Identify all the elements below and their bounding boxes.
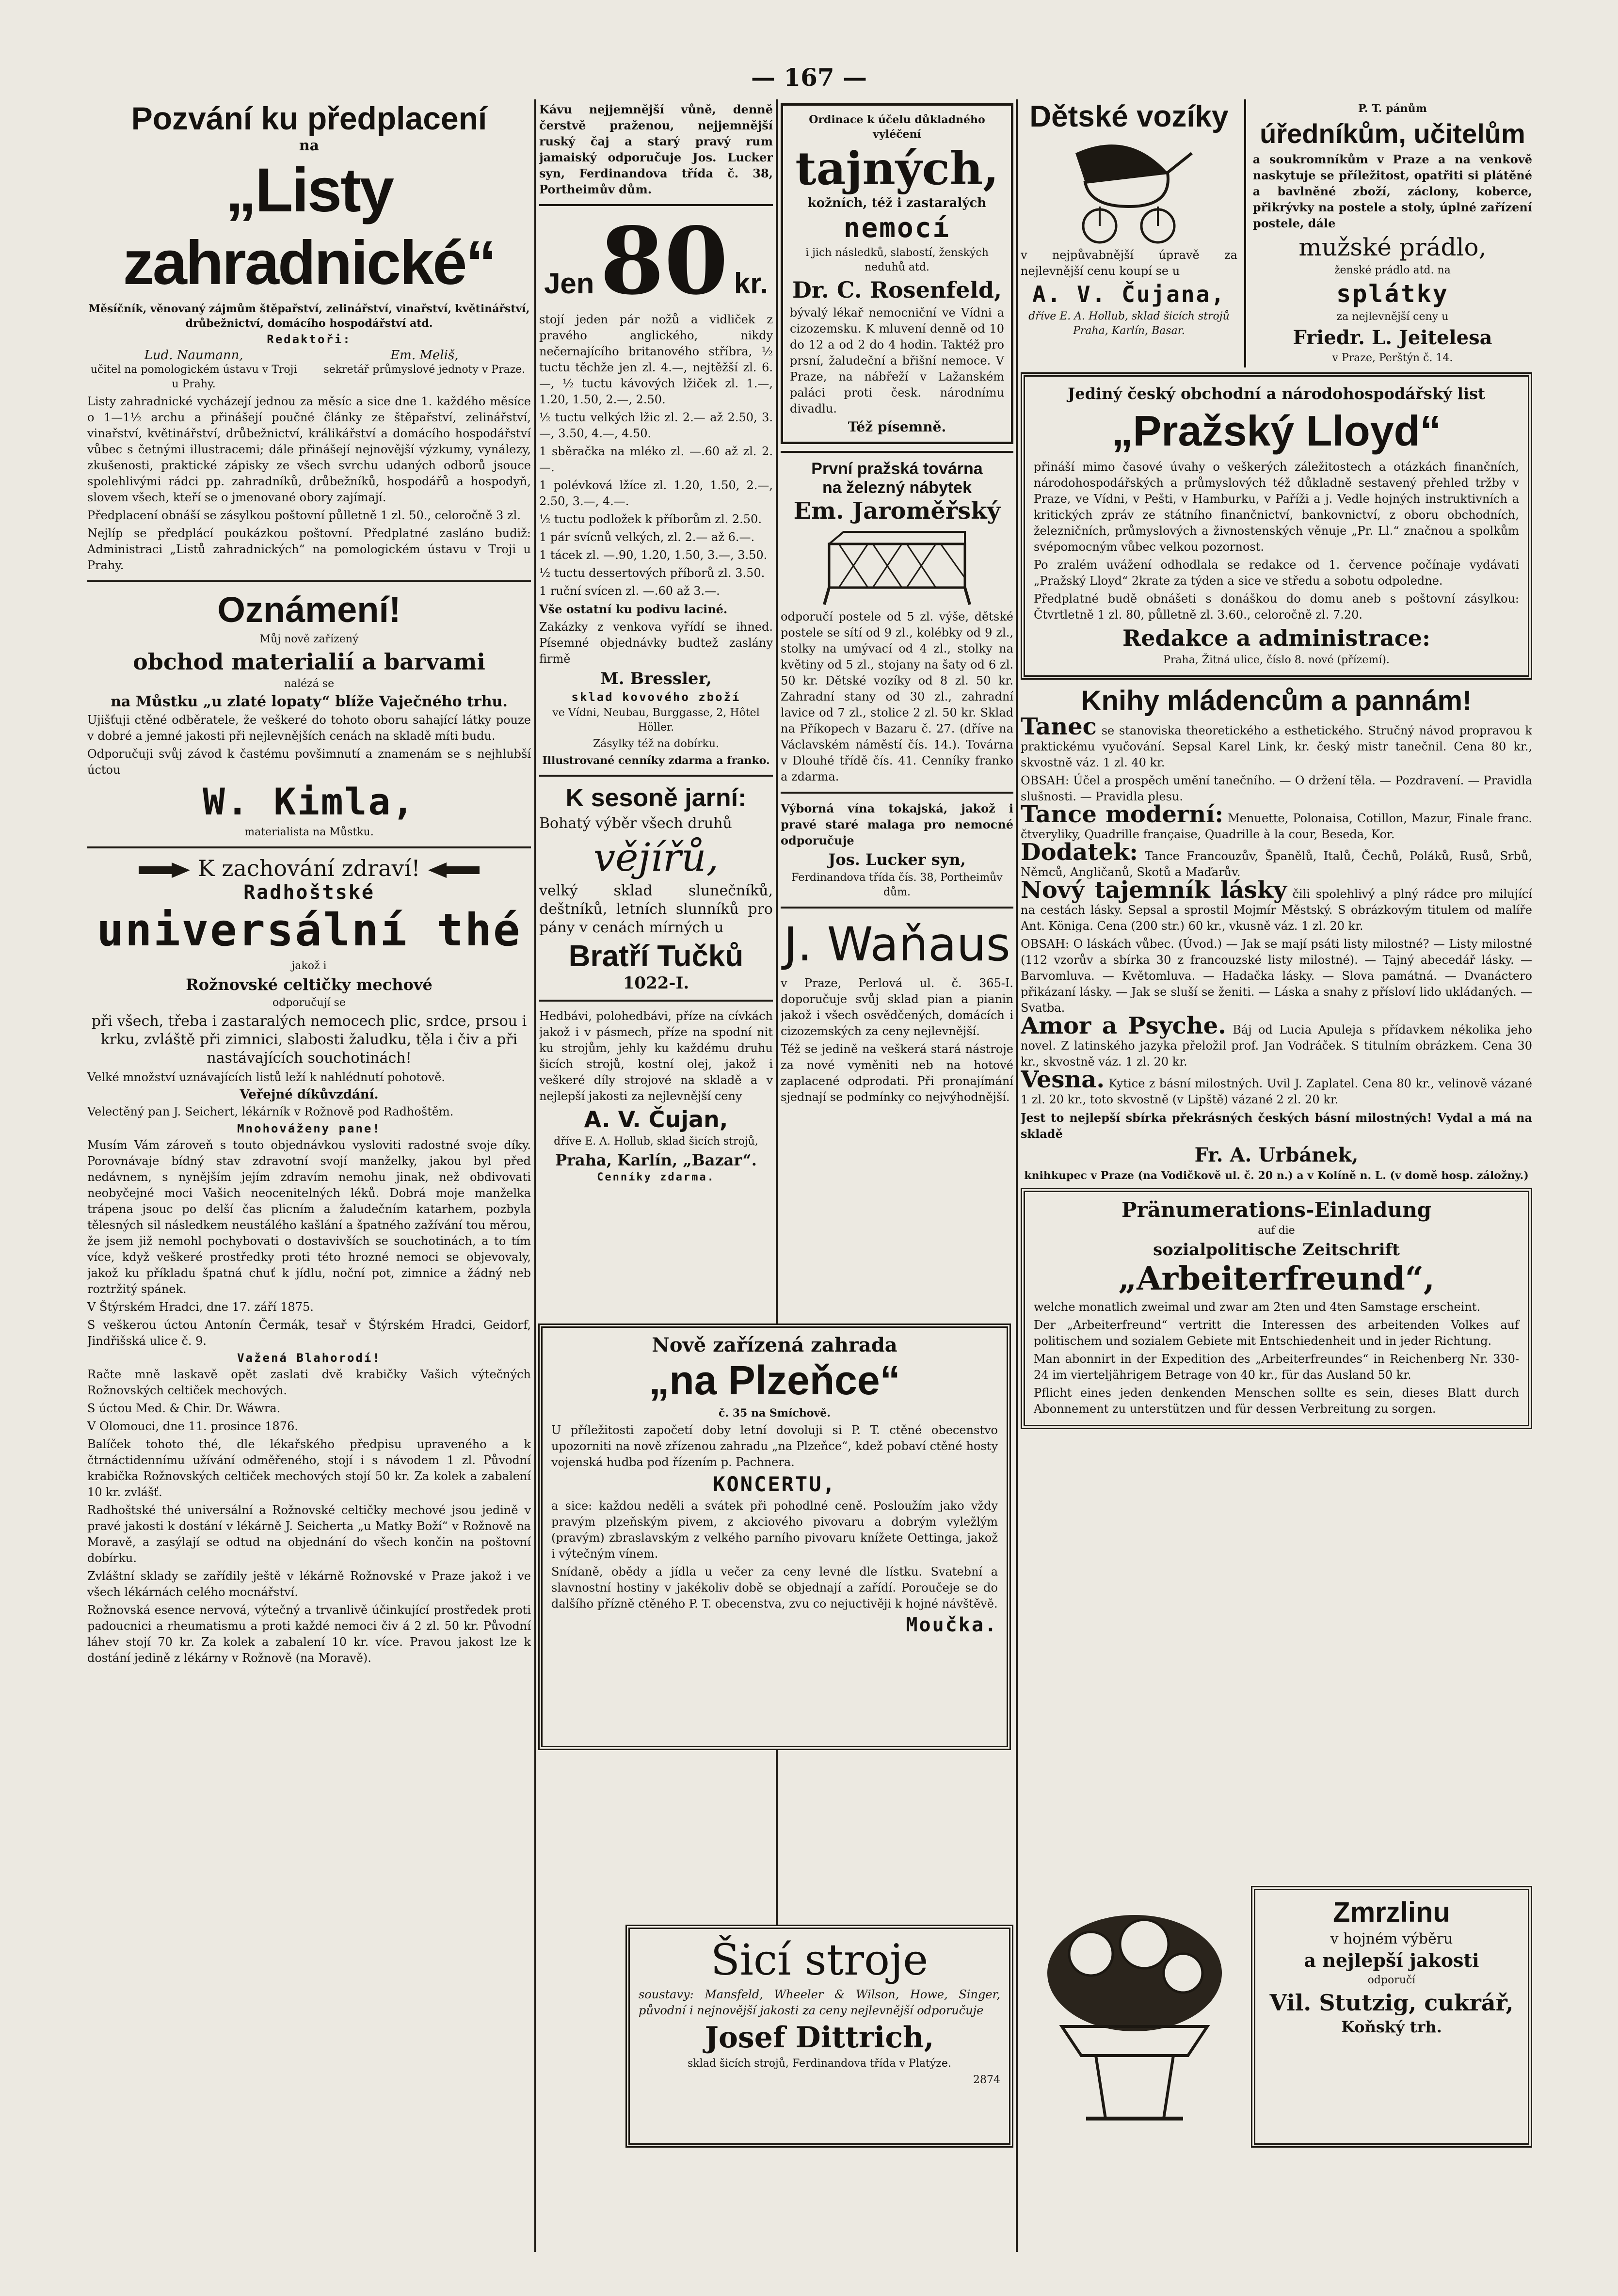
line: čili spolehlivý a plný rádce pro milující na cestách lásky. Sepsal a sprostil Mojmír Městský. S obrázkovým titulem od malíře Ant. Königa. Cena (200 str.) 60 kr., vkusně váz. 1 zl. 20 kr. (1021, 887, 1532, 933)
line: odporučí (1367, 1974, 1416, 1986)
line: sklad šicích strojů, Ferdinandova třída v Platýze. (688, 2057, 951, 2070)
crib-illustration (810, 525, 984, 607)
subtitle: Měsíčník, věnovaný zájmům štěpařství, zelinářství, vinařství, květinářství, drůbežnictví, domácího hospodářství atd. (88, 303, 530, 330)
heading: splátky (1336, 280, 1449, 308)
heading: Zmrzlinu (1333, 1897, 1450, 1928)
heading: mužské prádlo, (1298, 233, 1487, 261)
ad-rosenfeld (781, 103, 1013, 444)
line: P. T. pánům (1358, 102, 1427, 115)
line: a soukromníkům v Praze a na venkově naskytuje se příležitost, opatřiti si plátěné a bavlněné zboží, záclony, koberce, přikrývky na postele a stoly, úplné zařízení postele, dále (1252, 152, 1532, 230)
kimla-close: Odporučuji svůj závod k častému povšimnutí a znamenám se s nejhlubší úctou (87, 747, 531, 777)
column-rule (1244, 99, 1246, 367)
line: stojí jeden pár nožů a vidliček z pravého anglického, nikdy nečernajícího britanového stříbra, ½ tuctu těchže jen zl. 4.—, nejtěžší zl. 6.—, ½ tuctu kávových lžiček zl. 1.—, 1.20, 1.50, 2.—, 2.50. (539, 313, 773, 406)
line: Hedbávi, polohedbávi, příze na cívkách jakož i v pásmech, příze na spodní nit ku strojům, jehly ku každému druhu šicích strojů, kostní olej, jakož i veškeré díly strojové na skladě a v nejlepší jakosti za nejlevnější ceny (539, 1009, 773, 1103)
divider (781, 451, 1013, 453)
firm-name: Friedr. L. Jeitelesa (1293, 326, 1492, 349)
line: dříve E. A. Hollub, sklad šicích strojů, (554, 1135, 758, 1148)
line: Man abonnirt in der Expedition des „Arbeiterfreundes“ in Reichenberg Nr. 330-24 im vierteljährigem Betrage von 40 kr., für das Ausland 50 kr. (1034, 1352, 1519, 1382)
heading: Pozvání ku předplacení (131, 100, 487, 136)
line: Praha, Žitná ulice, číslo 8. nové (přízemí). (1163, 654, 1390, 666)
ad-radhost (87, 855, 531, 1666)
ad-urbanek-knihy (1021, 685, 1532, 1183)
line: se stanoviska theoretického a esthetického. Stručný návod propravou k praktickému vyučování. Sepsal Karel Link, kr. český mistr tanečnil. Cena 80 kr., skvostně váz. 1 zl. 40 kr. (1021, 724, 1532, 769)
line: sklad kovového zboží (571, 690, 741, 704)
line: V Olomouci, dne 11. prosince 1876. (87, 1419, 298, 1433)
ad-lucker-wine (781, 800, 1013, 900)
book-title: Tanec (1021, 713, 1097, 740)
line: na Můstku „u zlaté lopaty“ blíže Vaječného trhu. (111, 693, 508, 710)
line: kožních, též i zastaralých (807, 196, 987, 210)
ad-sesone (539, 783, 773, 993)
line: velký sklad slunečníků, deštníků, letních slunníků pro pány v cenách mírných u (539, 882, 773, 936)
rad-product: universální thé (96, 904, 522, 956)
divider (87, 580, 531, 582)
firm-name: Vil. Stutzig, cukrář, (1269, 1990, 1514, 2016)
editor-name: Em. Meliš, (390, 348, 459, 363)
column-1 (87, 99, 531, 2252)
price-number: 80 (600, 207, 728, 315)
line: Veřejné díkůvzdání. (240, 1087, 379, 1102)
heading: Nově zařízená zahrada (652, 1334, 897, 1356)
book-title: Amor a Psyche. (1021, 1012, 1226, 1039)
heading: První pražská továrna (811, 460, 983, 478)
listy-order: Nejlíp se předplácí poukázkou poštovní. Předplatné zasláno budiž: Administraci „Listů zahradnických“ na pomologickém ústavu v Troji u Prahy. (87, 526, 531, 572)
line: přináší mimo časové úvahy o veškerých záležitostech a otázkách finančních, národohospodářských a průmyslových též důkladně sestavený přehled tržby v Praze, ve Vídni, v Pešti, v Hamburku, v Paříži a j. Vedle hojných instruktivních a kritických zpráv ze státního finančnictví, bankovnictví, z oboru obchodních, železničních, průmyslových a živnostenských věnuje „Pr. Ll.“ značnou a spolkům svépomocným vůbec velkou pozornost. (1034, 460, 1519, 554)
line: ve Vídni, Neubau, Burggasse, 2, Hôtel Höller. (552, 707, 760, 733)
arbeiter-title: „Arbeiterfreund“, (1118, 1260, 1435, 1297)
heading: K zachování zdraví! (198, 855, 420, 881)
line: Illustrované cenníky zdarma a franko. (542, 754, 770, 767)
plzen-title: „na Plzeňce“ (649, 1357, 900, 1403)
ad-dittrich (625, 1925, 1013, 2148)
line: Též písemně. (848, 419, 946, 435)
pointing-hand-icon (138, 860, 191, 881)
ad-wanaus (781, 915, 1013, 1105)
ad-number: 1022-I. (623, 973, 689, 993)
line: Též se jedině na veškerá stará nástroje za nové vyměniti neb na hotové zaplacené odprodati. Při pronajímání sjednají se podmínky co nejvýhodnější. (781, 1042, 1013, 1104)
line: ½ tuctu velkých lžic zl. 2.— až 2.50, 3.—, 3.50, 4.—, 4.50. (539, 411, 773, 440)
price-kr: kr. (734, 267, 768, 300)
divider (539, 775, 773, 777)
line: Račte mně laskavě opět zaslati dvě krabičky Vašich výtečných Rožnovských celtiček mechových. (87, 1368, 531, 1397)
line: Zásylky též na dobírku. (593, 738, 720, 750)
line: Rožnovské celtičky mechové (186, 975, 433, 994)
line: V Štýrském Hradci, dne 17. září 1875. (87, 1300, 314, 1314)
listy-body: Listy zahradnické vycházejí jednou za měsíc a sice dne 1. každého měsíce o 1—1½ archu a přinášejí poučné články ze štěpařství, zelinářství, vinařství, květinářství, drůbežnictví, králikářství a domácího hospodářství vůbec s četnými illustracemi; dále přinášejí nejnovější výzkumy, vynálezy, zkušenosti, praktické zápisky ze všech svrchu udaných odborů jsouce spolehlivými rádci pp. zahradníků, drůbežníků, hospodářů a hospodyň, slovem všech, kteří se o jmenované obory zajímají. (87, 395, 531, 504)
firm-name: Josef Dittrich, (705, 2021, 934, 2055)
line: auf die (1258, 1225, 1295, 1237)
line: č. 35 na Smíchově. (719, 1407, 831, 1419)
page-number: — 167 — (751, 63, 867, 92)
divider (539, 1000, 773, 1002)
divider (781, 907, 1013, 909)
line: i jich následků, slabostí, ženských neduhů atd. (805, 247, 989, 273)
book-title: Vesna. (1021, 1066, 1105, 1093)
line: knihkupec v Praze (na Vodičkově ul. č. 20 n.) a v Kolíně n. L. (v domě hosp. záložny.) (1024, 1169, 1529, 1182)
listy-price: Předplacení obnáší se zásylkou poštovní půlletně 1 zl. 50., celoročně 3 zl. (87, 509, 521, 522)
price-banner (539, 207, 773, 315)
kimla-signature: W. Kimla, (203, 780, 416, 823)
line: v hojném výběru (1330, 1930, 1453, 1947)
line: Radhoštské (243, 881, 375, 904)
heading: Dětské vozíky (1029, 100, 1229, 133)
divider (87, 846, 531, 848)
line: S veškerou úctou Antonín Čermák, tesař v Štýrském Hradci, Geidorf, Jindřišská ulice č. 9. (87, 1318, 531, 1348)
rad-heading-row (87, 855, 531, 881)
line: OBSAH: O láskách vůbec. (Úvod.) — Jak se mají psáti listy milostné? — Listy milostné (112 vzorův a sbírka 30 z francouzské listy milostné). — Tajný abecedář lásky. — Barvomluva. — Květomluva. — Hadačka lásky. — Slova památná. — Dvanáctero přikázaní lásky. — Jak se sluší se ženiti. — Láska a snahy z přísloví lido ukládaných. — Svatba. (1021, 937, 1532, 1015)
listy-title: „Listy zahradnické“ (123, 156, 496, 298)
rad-letter: Musím Vám zároveň s touto objednávkou vysloviti radostné svoje díky. Porovnávaje bídný stav zdravotní svojí manželky, jakou byl před nedávnem, s nynějším jejím zdravím nemohu jinak, než obdivovati neobyčejné moci Vašich neocenitelných léků. Dobrá moje manželka trápena jsouc po delší čas plicním a žaludečním katarhem, pozbyla tělesných sil následkem neustálého kašlání a špatného zažívání tou měrou, že jsem již nemohl pochybovati o dostavivších se souchotinách, a to tím více, když veškeré prostředky proti této hrozné nemoci se objevovaly, jakož ku příkladu špatná chuť k jídlu, noční pot, zimnice a žádný neb roztržitý spánek. (87, 1138, 531, 1296)
book-title: Tance moderní: (1021, 801, 1224, 828)
pointing-hand-icon (427, 860, 481, 881)
line: U příležitosti započetí doby letní dovoluji si P. T. ctěné obecenstvo upozorniti na nově zřízenou zahradu „na Plzeňce“, kdež pobaví ctěné hosty vojenská hudba pod řízením p. Pachnera. (551, 1423, 998, 1469)
column-rule (534, 99, 536, 2252)
line: 1 tácek zl. —.90, 1.20, 1.50, 3.—, 3.50. (539, 548, 768, 562)
line: nalézá se (284, 678, 335, 690)
line: materialista na Můstku. (244, 826, 374, 838)
line: v nejpůvabnější úpravě za nejlevnější cenu koupí se u (1021, 248, 1237, 278)
ad-stutzig (1251, 1886, 1532, 2148)
price-jen: Jen (544, 267, 594, 300)
firm-name: J. Waňaus (784, 917, 1010, 972)
line: Koňský trh. (1341, 2018, 1442, 2036)
rosen-heading: nemocí (843, 212, 951, 244)
line: 1 pár svícnů velkých, zl. 2.— až 6.—. (539, 530, 755, 544)
rosen-heading: tajných, (795, 142, 999, 195)
firm-name: Jos. Lucker syn, (828, 850, 966, 869)
firm-name: Em. Jaroměřský (793, 497, 1001, 525)
editors (87, 348, 531, 392)
kimla-trade: obchod materialií a barvami (133, 649, 485, 675)
heading: Šicí stroje (710, 1935, 929, 1985)
script-word: vějířů, (593, 835, 719, 880)
line: Tance Francouzův, Španělů, Italů, Čechů, Poláků, Rusů, Srbů, Němců, Angličanů, Skotů a Maďarův. (1021, 849, 1532, 879)
fruit-basket-illustration (1033, 1891, 1236, 2133)
editor-role: sekretář průmyslové jednoty v Praze. (323, 364, 526, 376)
line: Báj od Lucia Apuleja s přídavkem nékolika jeho novel. Z latinského jazyka přeložil prof. Jan Vodráček. S titulním obrázkem. Cena 30 kr., skvostně váz. 1 zl. 20 kr. (1021, 1023, 1532, 1068)
ad-jaromersky (781, 460, 1013, 785)
heading: úředníkům, učitelům (1260, 118, 1525, 149)
heading: Oznámení! (217, 590, 401, 630)
ad-wanaus-thread (539, 1008, 773, 1183)
line: Výborná vína tokajská, jakož i pravé staré malaga pro nemocné odporučuje (781, 801, 1013, 847)
line: Ferdinandova třída čís. 38, Portheimův dům. (791, 872, 1003, 898)
divider (539, 204, 773, 206)
line: Snídaně, obědy a jídla u večer za ceny levné dle lístku. Svatební a slavnostní hostiny v jakékoliv době se objednají a zařídí. Poroučeje se do dalšího přízně ctěného P. T. obecenstva, zvu co nejuctivěji k hojné návštěvě. (551, 1565, 998, 1610)
baby-carriage-illustration (1056, 134, 1201, 245)
ad-jeiteles (1253, 99, 1532, 367)
jar-body: odporučí postele od 5 zl. výše, dětské postele se sítí od 9 zl., kolébky od 9 zl., stolky na umývací od 4 zl., stolky na květiny od 5 zl., stojany na šaty od 6 zl. 50 kr. Dětské vozíky od 8 zl. 50 kr. Zahradní stany od 30 zl., zahradní lavice od 7 zl., stolice 2 zl. 50 kr. Sklad na Příkopech v Bazaru č. 27. (dříve na Václavském náměstí čís. 14.). Továrna v Dlouhé třídě čís. 41. Cenníky franko a zdarma. (781, 610, 1013, 783)
line: Ordinace k účelu důkladného vyléčení (809, 113, 985, 141)
line: Velké množství uznávajících listů leží k nahlédnutí pohotově. (87, 1070, 445, 1084)
divider (781, 792, 1013, 794)
ad-number: 2874 (973, 2074, 1000, 2086)
heading: K sesoně jarní: (565, 784, 747, 812)
line: S úctou Med. & Chir. Dr. Wáwra. (87, 1402, 281, 1415)
line: a sice: každou neděli a svátek při pohodlné ceně. Posloužím jako vždy pravým plzeňským pivem, z akciového pivovaru a dobrým vyležlým (pravým) zbraslavským z velkého parního pivovaru knížete Oettinga, jakož i výtečným vínem. (551, 1499, 998, 1561)
ad-80-kr (539, 207, 773, 768)
line: dříve E. A. Hollub, sklad šicích strojů Praha, Karlín, Basar. (1028, 310, 1230, 337)
heading: Jediný český obchodní a národohospodářský list (1068, 384, 1485, 403)
firm-name: A. V. Čujana, (1032, 281, 1226, 307)
line: Zakázky z venkova vyřídí se ihned. Písemné objednávky budtež zaslány firmě (539, 620, 773, 666)
line: ½ tuctu podložek k příborům zl. 2.50. (539, 512, 762, 526)
line: Můj nově zařízený (259, 633, 359, 645)
ad-lucker-coffee (539, 101, 773, 197)
line: Po zralém uvážení odhodlala se redakce od 1. července počínaje vydávati „Pražský Lloyd“ 2krate za týden a sice ve středu a sobotu odpoledne. (1034, 558, 1519, 588)
line: Předplatné budě obnášeti s donáškou do domu aneb s poštovní zásylkou: Čtvrtletně 1 zl. 80, půlletně zl. 3.60., celoročně zl. 7.20. (1034, 592, 1519, 622)
line: Praha, Karlín, „Bazar“. (555, 1151, 757, 1169)
ad-listy-zahradnicke (87, 99, 531, 574)
line: Bohatý výběr všech druhů (539, 815, 732, 832)
firm-name: M. Bressler, (600, 669, 712, 688)
line: Vše ostatní ku podivu laciné. (539, 602, 728, 616)
line: při všech, třeba i zastaralých nemocech plic, srdce, prsou i krku, zvláště při zimnici, slabosti žaludku, těla i čiv a při nastávajících souchotinách! (91, 1013, 527, 1067)
line: v Praze, Perštýn č. 14. (1332, 352, 1453, 364)
heading: Redakce a administrace: (1122, 625, 1430, 651)
line: Kytice z básní milostných. Uvil J. Zaplatel. Cena 80 kr., velinově vázané 1 zl. 20 kr., toto skvostně (v Lipště) vázané 2 zl. 20 kr. (1021, 1077, 1532, 1106)
line: Menuette, Polonaisa, Cotillon, Mazur, Finale franc. čtveryliky, Quadrille française, Quadrille à la cour, Beseda, Kor. (1021, 812, 1532, 841)
line: 1 ruční svícen zl. —.60 až 3.—. (539, 584, 720, 598)
line: za nejlevnější ceny u (1336, 311, 1449, 323)
ad-arbeiterfreund (1021, 1188, 1532, 1429)
kimla-body: Ujišťuji ctěné odběratele, že veškeré do tohoto oboru sahající látky pouze v dobré a jemné jakosti při nejlevnějších cenách na skladě míti budu. (87, 713, 531, 743)
line: Velectěný pan J. Seichert, lékárník v Rožnově pod Radhoštěm. (87, 1105, 454, 1118)
heading: Knihy mládencům a pannám! (1081, 685, 1472, 717)
line: 1 polévková lžíce zl. 1.20, 1.50, 2.—, 2.50, 3.—, 4.—. (539, 478, 773, 508)
lucker-body: Kávu nejjemnější vůně, denně čerstvě praženou, nejjemnější ruský čaj a starý pravý rum jamaiský odporučuje Jos. Lucker syn, Ferdinandova třída č. 38, Portheimův dům. (539, 102, 773, 196)
ad-kimla (87, 589, 531, 840)
editor-name: Lud. Naumann, (144, 348, 243, 363)
rad-body: Balíček tohoto thé, dle lékařského předpisu upraveného a k čtrnáctidennímu užívání odměřeného, stojí i s návodem 1 zl. Původní krabička Rožnovských celtiček mechových stojí 50 kr. Za kolek a zabalení 10 kr. zvlášť. (87, 1437, 531, 1499)
line: v Praze, Perlová ul. č. 365-I. doporučuje svůj sklad pian a pianin jakož i všech osvědčených, domácích i cizozemských za ceny nejlevnější. (781, 976, 1013, 1038)
line: bývalý lékař nemocniční ve Vídni a cizozemsku. K mluvení denně od 10 do 12 a od 2 do 4 hodin. Taktéž pro prsní, žaludeční a břišní nemoce. V Praze, na nábřeží v Lažanském paláci proti česk. národnímu divadlu. (790, 306, 1004, 415)
signature: Moučka. (906, 1614, 998, 1636)
rad-body: Radhoštské thé universální a Rožnovské celtičky mechové jsou jedině v pravé jakosti k dostání v lékárně J. Seicherta „u Matky Boží“ v Rožnově na Moravě, a zasýlají se odtud na objednání do všech končin na poštovní dobírku. (87, 1503, 531, 1565)
book-title: Dodatek: (1021, 839, 1138, 866)
line: Pflicht eines jeden denkenden Menschen sollte es sein, dieses Blatt durch Abonnement zu unterstützen und für dessen Verbreitung zu sorgen. (1034, 1386, 1519, 1416)
editor-role: učitel na pomologickém ústavu v Troji u Prahy. (90, 364, 297, 390)
line: ½ tuctu dessertových příborů zl. 3.50. (539, 566, 765, 580)
line: ženské prádlo atd. na (1334, 264, 1451, 276)
heading: na železný nábytek (822, 478, 972, 497)
firm-name: Bratří Tučků (568, 940, 744, 973)
line: Važená Blahorodí! (237, 1351, 381, 1365)
firm-name: A. V. Čujan, (584, 1106, 728, 1132)
heading: KONCERTU, (713, 1472, 836, 1496)
ad-prazsky-lloyd (1021, 372, 1532, 680)
book-title: Nový tajemník lásky (1021, 877, 1287, 904)
firm-name: Dr. C. Rosenfeld, (792, 277, 1002, 303)
rad-body: Rožnovská esence nervová, výtečný a trvanlivě účinkující prostředek proti padoucnici a rheumatismu a proti každé nemoci čiv á 2 zl. 50 kr. Původní láhev stojí 70 kr. Za kolek a zabalení 10 kr. více. Pravou jakost lze k dostání jedině z lékárny v Rožnově (na Moravě). (87, 1603, 531, 1665)
line: Jest to nejlepší sbírka překrásných českých básní milostných! Vydal a má na skladě (1021, 1111, 1532, 1141)
line: 1 sběračka na mléko zl. —.60 až zl. 2.—. (539, 445, 773, 474)
line: Der „Arbeiterfreund“ vertritt die Interessen des arbeitenden Volkes auf politischem und sozialem Gebiete mit Entschiedenheit und in jeder Richtung. (1034, 1318, 1519, 1348)
heading: sozialpolitische Zeitschrift (1153, 1240, 1400, 1260)
heading-small: na (299, 137, 320, 154)
ad-cujan-vozicky (1021, 99, 1237, 367)
line: Cenníky zdarma. (597, 1171, 715, 1183)
line: Mnohováženy pane! (237, 1122, 381, 1135)
rad-body: Zvláštní sklady se zařídily ještě v lékárně Rožnovské v Praze jakož i ve všech lékárnách celého mocnářství. (87, 1569, 531, 1599)
line: soustavy: Mansfeld, Wheeler & Wilson, Howe, Singer, původní i nejnovější jakosti za ceny nejlevnější odporučuje (639, 1988, 1000, 2017)
top-row (1021, 99, 1532, 367)
lloyd-title: „Pražský Lloyd“ (1111, 407, 1442, 455)
ad-na-plzence (538, 1323, 1011, 1750)
column-rule (1016, 99, 1018, 2252)
line: odporučují se (272, 997, 346, 1009)
editors-label: Redaktoři: (267, 333, 352, 346)
firm-name: Fr. A. Urbánek, (1194, 1144, 1359, 1166)
line: welche monatlich zweimal und zwar am 2ten und 4ten Samstage erscheint. (1034, 1300, 1481, 1314)
line: OBSAH: Účel a prospěch umění tanečního. — O držení těla. — Pozdravení. — Pravidla slušnosti. — Pravidla plesu. (1021, 774, 1532, 803)
line: jakož i (291, 960, 327, 972)
line: a nejlepší jakosti (1304, 1949, 1479, 1971)
heading: Pränumerations-Einladung (1121, 1198, 1431, 1222)
